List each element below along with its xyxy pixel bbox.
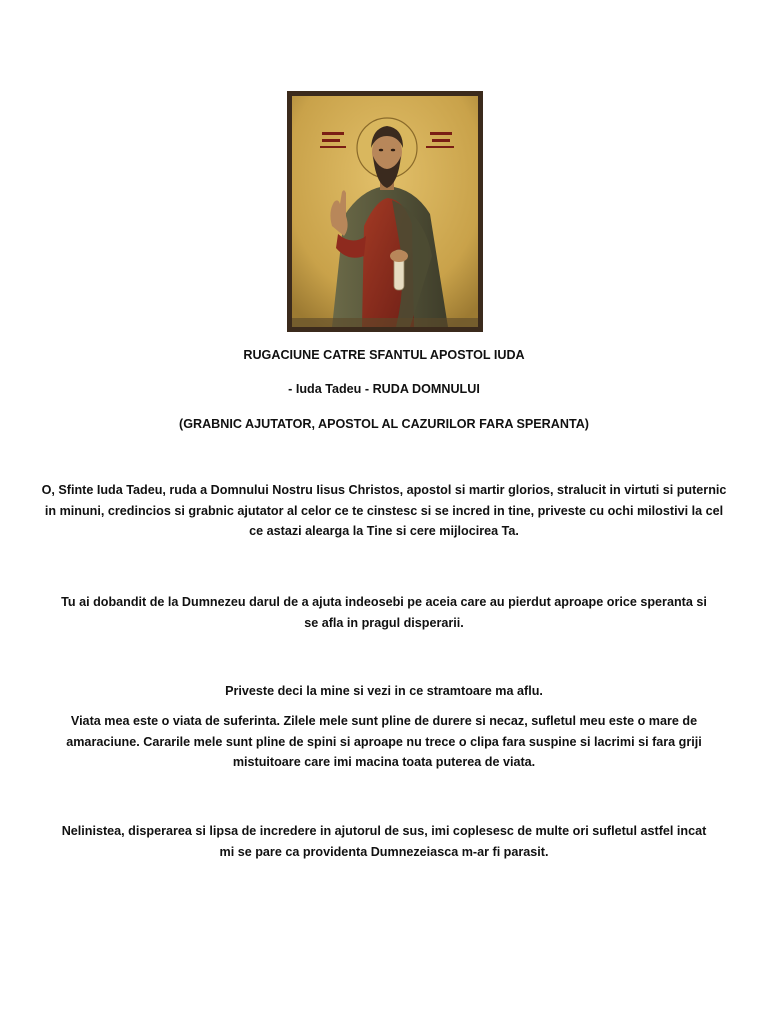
document-subtitle: - Iuda Tadeu - RUDA DOMNULUI	[288, 382, 480, 396]
document-title: RUGACIUNE CATRE SFANTUL APOSTOL IUDA	[243, 348, 525, 362]
paragraph-2: Tu ai dobandit de la Dumnezeu darul de a ajuta indeosebi pe aceia care au pierdut aproape orice speranta si se afla in pragul disperarii.	[61, 595, 707, 630]
paragraph-1: O, Sfinte Iuda Tadeu, ruda a Domnului Nostru Iisus Christos, apostol si martir glorios, stralucit in virtuti si puternic in minuni, credincios si grabnic ajutator al celor ce te cinstesc si se incred in tine, priveste cu ochi milostivi la cel ce astazi alearga la Tine si cere mijlocirea Ta.	[41, 483, 727, 538]
paragraph-4: Viata mea este o viata de suferinta. Zilele mele sunt pline de durere si necaz, sufletul meu este o mare de amaraciune. Cararile mele sunt pline de spini si aproape nu trece o clipa fara suspine si lacrimi si fara griji mistuitoare care imi macina toata puterea de viata.	[66, 714, 702, 769]
paragraph-5: Nelinistea, disperarea si lipsa de incredere in ajutorul de sus, imi coplesesc de multe ori sufletul astfel incat mi se pare ca providenta Dumnezeiasca m-ar fi parasit.	[61, 824, 707, 859]
saint-icon-illustration	[292, 96, 478, 327]
paragraph-3: Priveste deci la mine si vezi in ce stramtoare ma aflu.	[225, 684, 543, 698]
document-subtitle-parenthetical: (GRABNIC AJUTATOR, APOSTOL AL CAZURILOR FARA SPERANTA)	[179, 417, 589, 431]
saint-icon-image	[287, 91, 483, 332]
